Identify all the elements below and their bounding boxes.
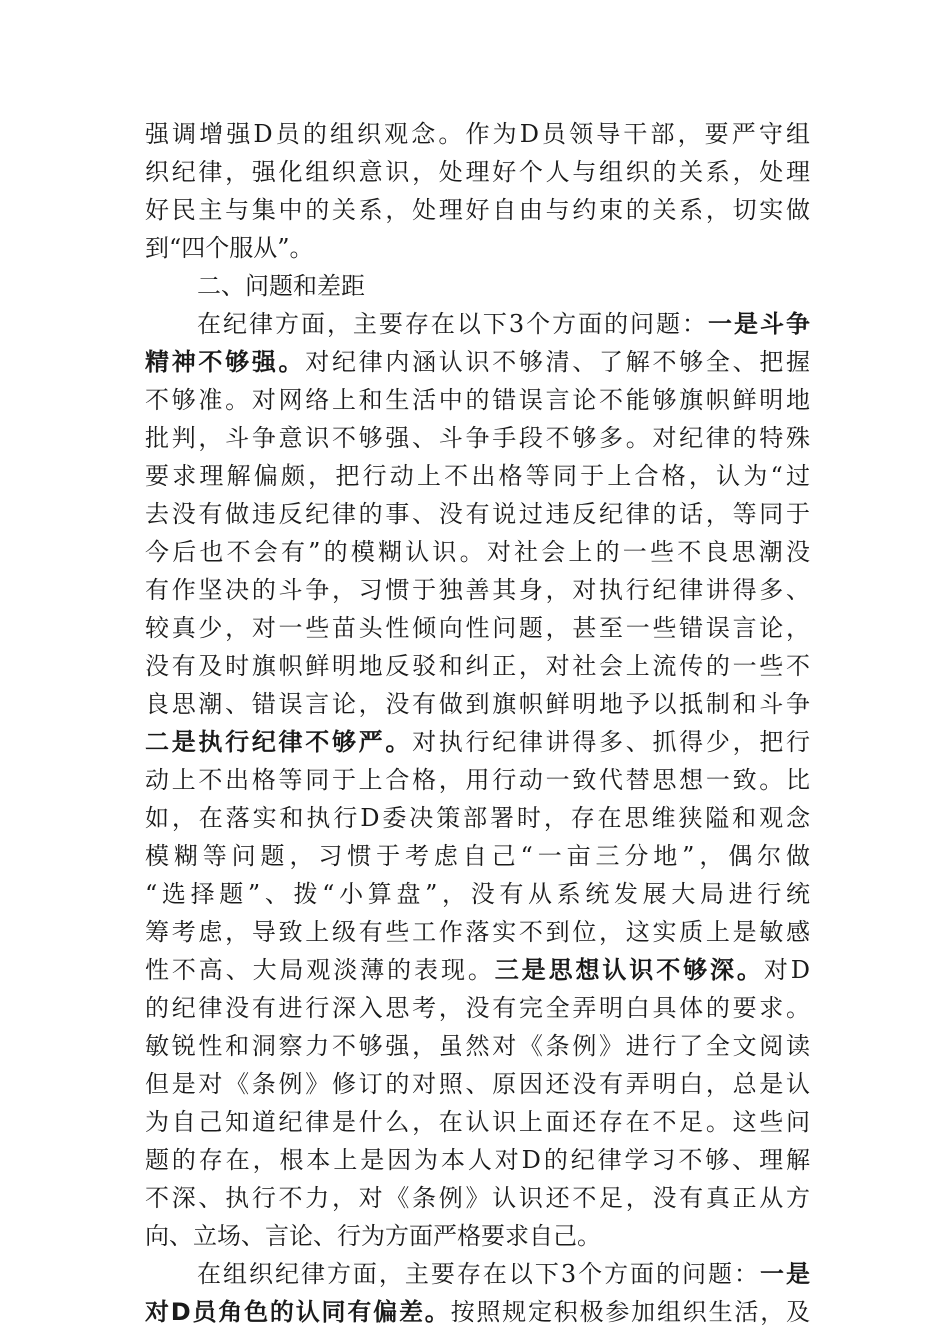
paragraph-organization (145, 1255, 810, 1331)
emphasis-text: 精神不够强。 (145, 348, 306, 376)
text-run: 在组织纪律方面，主要存在以下3个方面的问题： (197, 1260, 760, 1288)
text-line: 织纪律，强化组织意识，处理好个人与组织的关系，处理 (145, 158, 810, 186)
text-line: 到“四个服从”。 (145, 234, 314, 262)
text-line: 动上不出格等同于上合格，用行动一致代替思想一致。比 (145, 766, 810, 794)
text-run: 在纪律方面，主要存在以下3个方面的问题： (197, 310, 709, 338)
text-line: 的纪律没有进行深入思考，没有完全弄明白具体的要求。 (145, 994, 810, 1022)
text-line: 如，在落实和执行D委决策部署时，存在思维狭隘和观念 (145, 804, 810, 832)
text-line: 较真少，对一些苗头性倾向性问题，甚至一些错误言论， (145, 614, 810, 642)
text-line: 向、立场、言论、行为方面严格要求自己。 (145, 1222, 601, 1250)
text-line: 题的存在，根本上是因为本人对D的纪律学习不够、理解 (145, 1146, 810, 1174)
text-line (145, 1255, 810, 1293)
text-run: 按照规定积极参加组织生活，及 (450, 1298, 810, 1326)
emphasis-text: 三是思想认识不够深。 (494, 956, 764, 984)
text-line: 为自己知道纪律是什么，在认识上面还存在不足。这些问 (145, 1108, 810, 1136)
text-line: 不深、执行不力，对《条例》认识还不足，没有真正从方 (145, 1184, 810, 1212)
text-line: “选择题”、拨“小算盘”，没有从系统发展大局进行统 (145, 880, 810, 908)
text-line: 今后也不会有”的模糊认识。对社会上的一些不良思潮没 (145, 538, 810, 566)
emphasis-text: 对D员角色的认同有偏差。 (145, 1298, 451, 1326)
paragraph-discipline (145, 305, 810, 1255)
document-page (145, 115, 810, 1331)
text-line (145, 305, 810, 343)
text-line: 要求理解偏颇，把行动上不出格等同于上合格，认为“过 (145, 462, 810, 490)
text-line: 敏锐性和洞察力不够强，虽然对《条例》进行了全文阅读 (145, 1032, 810, 1060)
text-line: 有作坚决的斗争，习惯于独善其身，对执行纪律讲得多、 (145, 576, 810, 604)
text-line (145, 343, 810, 381)
text-line: 去没有做违反纪律的事、没有说过违反纪律的话，等同于 (145, 500, 810, 528)
emphasis-text: 一是 (760, 1260, 810, 1288)
emphasis-text: 一是斗争 (708, 310, 810, 338)
text-line: 没有及时旗帜鲜明地反驳和纠正，对社会上流传的一些不 (145, 652, 810, 680)
section-heading: 二、问题和差距 (197, 272, 365, 300)
text-line: 但是对《条例》修订的对照、原因还没有弄明白，总是认 (145, 1070, 810, 1098)
text-line (145, 723, 810, 761)
text-line: 批判，斗争意识不够强、斗争手段不够多。对纪律的特殊 (145, 424, 810, 452)
text-line: 筹考虑，导致上级有些工作落实不到位，这实质上是敏感 (145, 918, 810, 946)
text-line: 良思潮、错误言论，没有做到旗帜鲜明地予以抵制和斗争 (145, 690, 810, 718)
text-line: 强调增强D员的组织观念。作为D员领导干部，要严守组 (145, 120, 810, 148)
paragraph-intro (145, 115, 810, 267)
text-line: 模糊等问题，习惯于考虑自己“一亩三分地”，偶尔做 (145, 842, 810, 870)
text-line (145, 951, 810, 989)
text-run: 性不高、大局观淡薄的表现。 (145, 956, 495, 984)
emphasis-text: 二是执行纪律不够严。 (145, 728, 413, 756)
text-line: 好民主与集中的关系，处理好自由与约束的关系，切实做 (145, 196, 810, 224)
text-run: 对D (763, 956, 810, 984)
text-line: 不够准。对网络上和生活中的错误言论不能够旗帜鲜明地 (145, 386, 810, 414)
text-run: 对执行纪律讲得多、抓得少，把行 (412, 728, 810, 756)
text-line (145, 1293, 810, 1331)
text-run: 对纪律内涵认识不够清、了解不够全、把握 (305, 348, 810, 376)
